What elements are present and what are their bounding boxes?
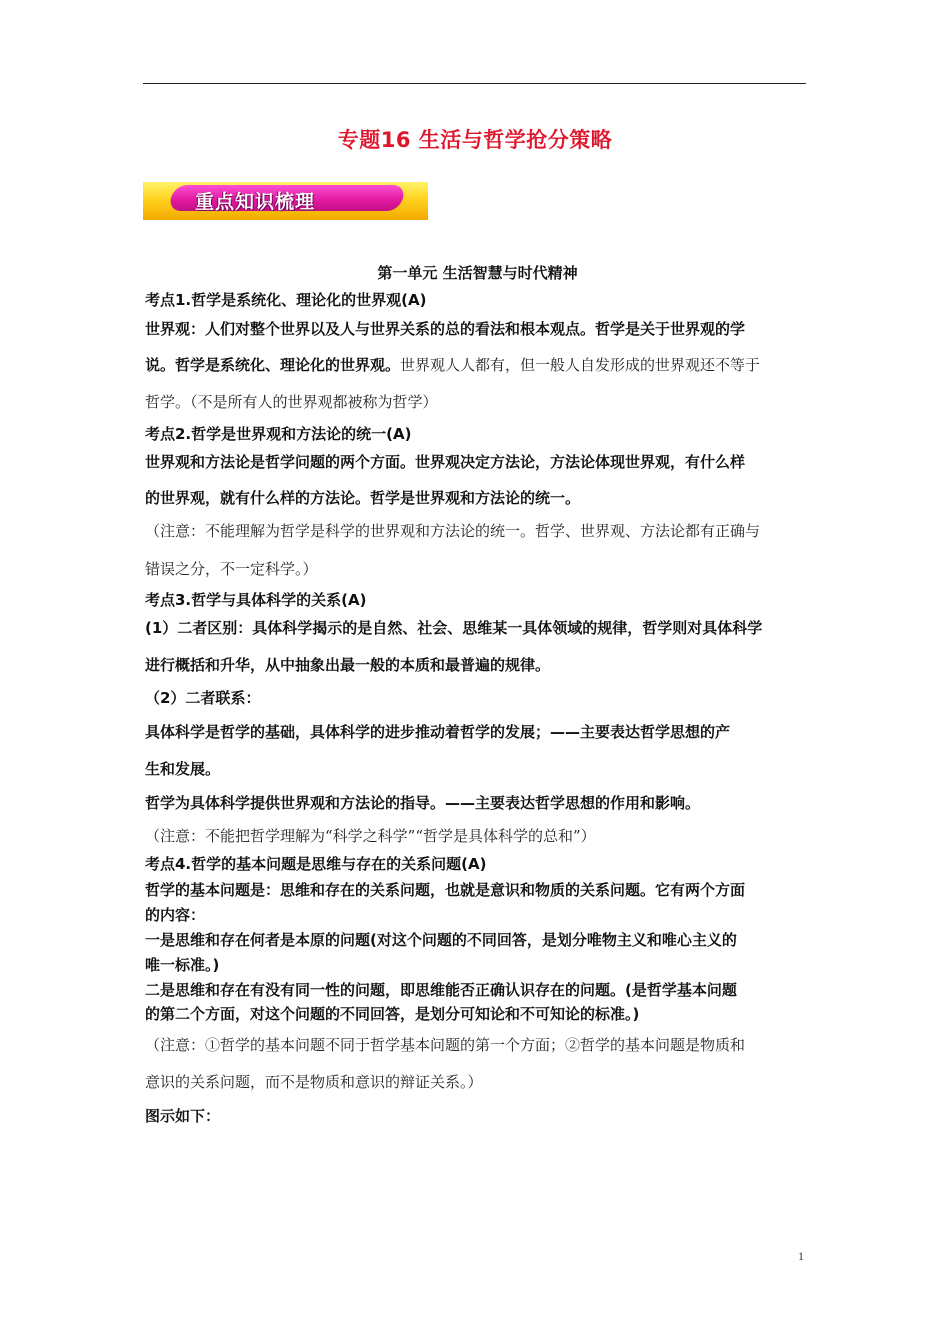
kp4-line-6: 的第二个方面，对这个问题的不同回答，是划分可知论和不可知论的标准。) [145,1005,640,1023]
kp1-line-2-normal: 世界观人人都有，但一般人自发形成的世界观还不等于 [400,356,761,374]
page-title: 专题16 生活与哲学抢分策略 [337,128,613,152]
banner-label: 重点知识梳理 [195,191,316,213]
kp2-heading: 考点2.哲学是世界观和方法论的统一(A) [145,425,412,443]
kp3-line-6: 哲学为具体科学提供世界观和方法论的指导。——主要表达哲学思想的作用和影响。 [145,794,701,812]
kp3-line-3: （2）二者联系： [145,689,261,707]
unit-heading: 第一单元 生活智慧与时代精神 [377,264,578,282]
kp2-line-1: 世界观和方法论是哲学问题的两个方面。世界观决定方法论，方法论体现世界观，有什么样 [145,453,746,471]
kp4-note-2: 意识的关系问题，而不是物质和意识的辩证关系。） [145,1073,483,1091]
header-rule [143,83,806,84]
kp3-line-2: 进行概括和升华，从中抽象出最一般的本质和最普遍的规律。 [145,656,551,674]
kp1-heading: 考点1.哲学是系统化、理论化的世界观(A) [145,291,427,309]
kp3-line-5: 生和发展。 [145,760,221,778]
kp2-line-2: 的世界观，就有什么样的方法论。哲学是世界观和方法论的统一。 [145,489,581,507]
kp4-line-4: 唯一标准。) [145,956,220,974]
figure-caption: 图示如下： [145,1107,221,1125]
page-number: 1 [798,1249,804,1263]
kp3-heading: 考点3.哲学与具体科学的关系(A) [145,591,367,609]
kp4-heading: 考点4.哲学的基本问题是思维与存在的关系问题(A) [145,855,487,873]
kp3-note-1: （注意：不能把哲学理解为“科学之科学”“哲学是具体科学的总和”） [145,827,596,845]
kp4-note-1: （注意：①哲学的基本问题不同于哲学基本问题的第一个方面；②哲学的基本问题是物质和 [145,1036,746,1054]
kp4-line-1: 哲学的基本问题是：思维和存在的关系问题，也就是意识和物质的关系问题。它有两个方面 [145,881,746,899]
kp1-line-1: 世界观：人们对整个世界以及人与世界关系的总的看法和根本观点。哲学是关于世界观的学 [145,320,746,338]
kp1-line-2 [145,354,760,375]
kp1-line-2-bold: 说。哲学是系统化、理论化的世界观。 [145,356,401,374]
kp4-line-3: 一是思维和存在何者是本原的问题(对这个问题的不同回答，是划分唯物主义和唯心主义的 [145,931,737,949]
kp2-note-1: （注意：不能理解为哲学是科学的世界观和方法论的统一。哲学、世界观、方法论都有正确与 [145,522,761,540]
kp4-line-5: 二是思维和存在有没有同一性的问题，即思维能否正确认识存在的问题。(是哲学基本问题 [145,981,737,999]
kp3-line-1: (1）二者区别：具体科学揭示的是自然、社会、思维某一具体领域的规律，哲学则对具体科学 [145,619,763,637]
kp4-line-2: 的内容： [145,906,206,924]
kp3-line-4: 具体科学是哲学的基础，具体科学的进步推动着哲学的发展；——主要表达哲学思想的产 [145,723,731,741]
kp2-note-2: 错误之分，不一定科学。） [145,560,318,578]
kp1-line-3: 哲学。（不是所有人的世界观都被称为哲学） [145,393,438,411]
section-banner [143,182,428,220]
